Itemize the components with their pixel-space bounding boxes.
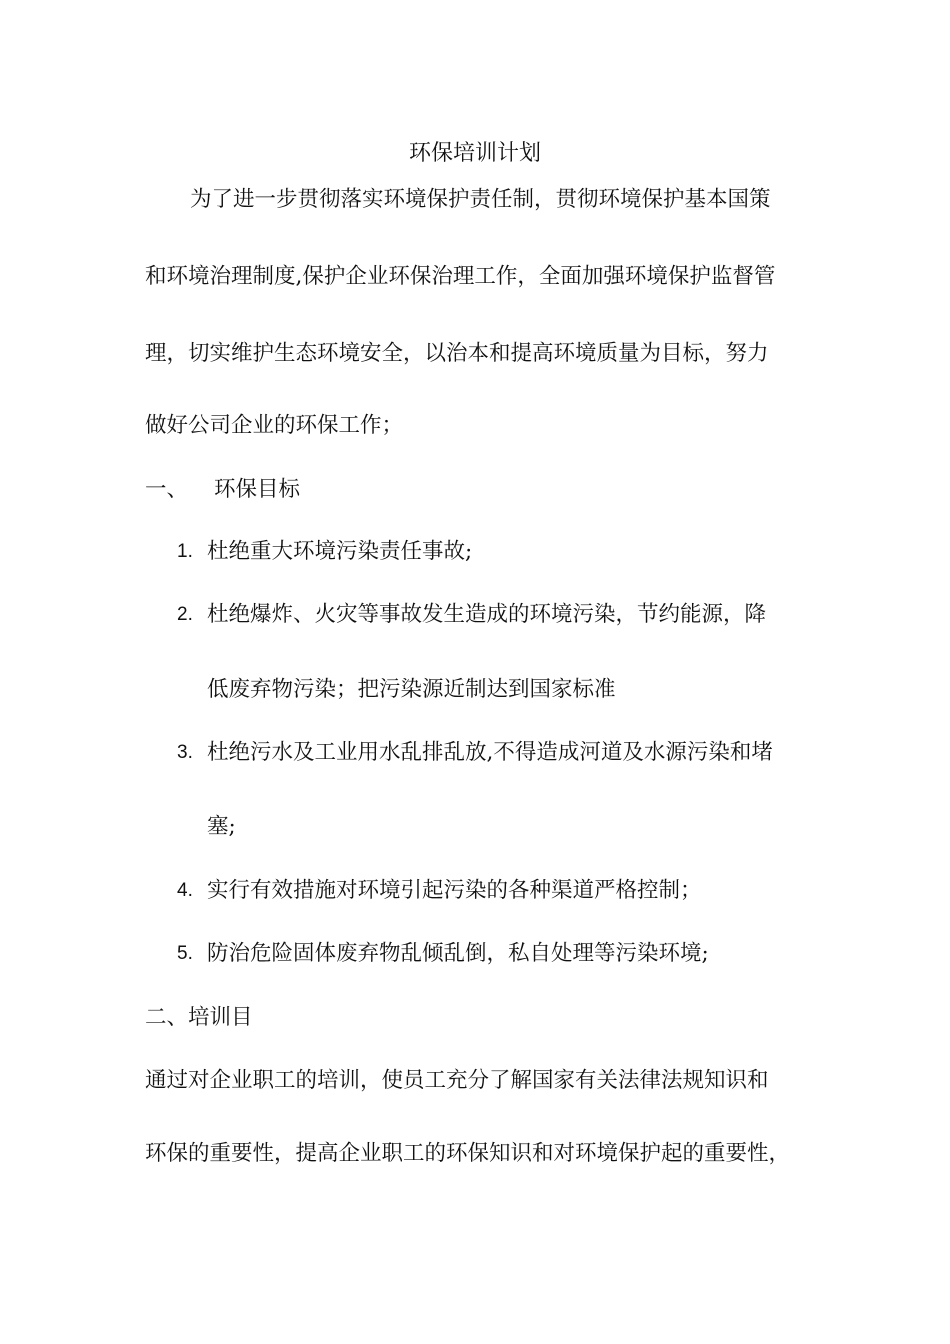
list-item-number: 5.: [177, 943, 193, 964]
section2-heading: 二、培训目: [145, 1005, 253, 1030]
intro-paragraph-line: 理，切实维护生态环境安全，以治本和提高环境质量为目标，努力: [145, 341, 769, 366]
list-item-text: 杜绝爆炸、火灾等事故发生造成的环境污染，节约能源，降: [207, 602, 767, 627]
list-item-number: 4.: [177, 880, 193, 901]
list-item-text-continuation: 低废弃物污染；把污染源近制达到国家标准: [207, 677, 616, 702]
list-item-number: 3.: [177, 742, 193, 763]
section1-number: 一、: [145, 477, 189, 502]
list-item-number: 2.: [177, 604, 193, 625]
list-item-text: 杜绝污水及工业用水乱排乱放,不得造成河道及水源污染和堵: [207, 740, 773, 765]
intro-paragraph-line: 和环境治理制度,保护企业环保治理工作，全面加强环境保护监督管: [145, 264, 776, 289]
section2-paragraph-line: 环保的重要性，提高企业职工的环保知识和对环境保护起的重要性，: [145, 1141, 791, 1166]
section1-heading: 环保目标: [214, 477, 301, 502]
intro-paragraph-line: 做好公司企业的环保工作；: [145, 413, 404, 438]
intro-paragraph-line: 为了进一步贯彻落实环境保护责任制，贯彻环境保护基本国策: [190, 187, 771, 212]
list-item-text: 防治危险固体废弃物乱倾乱倒，私自处理等污染环境;: [207, 941, 709, 966]
list-item-text: 实行有效措施对环境引起污染的各种渠道严格控制；: [207, 878, 702, 903]
list-item-text: 杜绝重大环境污染责任事故;: [207, 539, 473, 564]
section2-paragraph-line: 通过对企业职工的培训，使员工充分了解国家有关法律法规知识和: [145, 1068, 769, 1093]
document-title: 环保培训计划: [408, 141, 541, 166]
list-item-text-continuation: 塞;: [207, 814, 236, 839]
list-item-number: 1.: [177, 541, 193, 562]
